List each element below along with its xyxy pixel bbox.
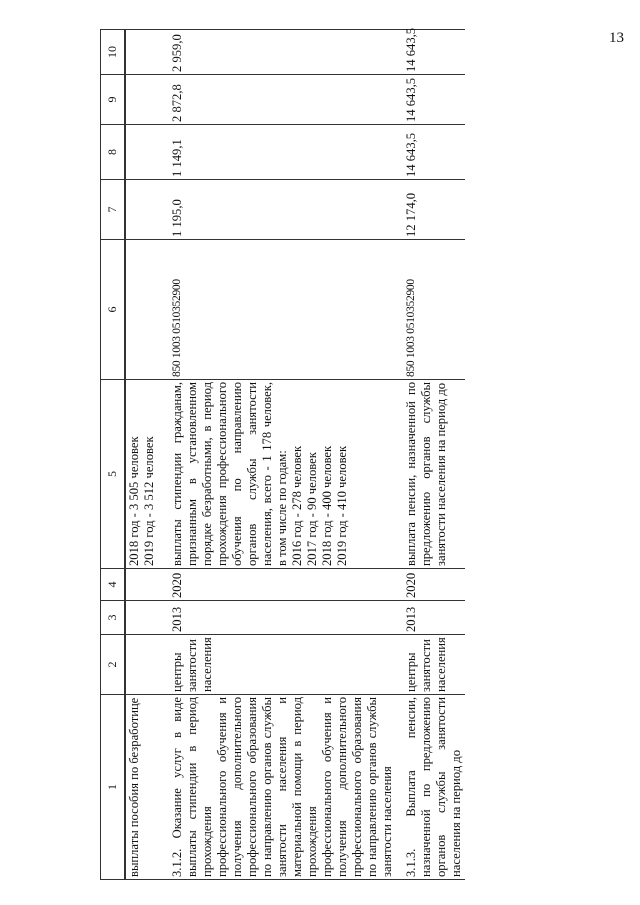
start-year-cell: 2013 — [396, 601, 465, 635]
table-row — [125, 30, 162, 880]
value-cell: 14 643,5 — [396, 30, 465, 75]
page-number: 13 — [609, 30, 624, 46]
header-cell: 2 — [101, 635, 126, 695]
end-year-cell — [125, 569, 162, 601]
header-cell: 5 — [101, 380, 126, 569]
measure-cell: выплаты пособия по безработице — [125, 695, 162, 880]
value-cell — [125, 75, 162, 125]
value-cell: 14 643,5 — [396, 75, 465, 125]
rotated-page — [100, 27, 640, 880]
header-row — [101, 30, 126, 880]
header-cell: 6 — [101, 240, 126, 380]
measure-cell: 3.1.2. Оказание услуг в виде выплаты стипендии в период прохождения профессионального обучения и получения дополнительного профессионального образования по направлению органов службы занятости населения и материальной помощи в период прохождения профессионального обучения и получения дополнительного профессионального образования по направлению органов службы занятости населения — [162, 695, 396, 880]
header-cell: 10 — [101, 30, 126, 75]
executor-cell — [125, 635, 162, 695]
end-year-cell: 2020 — [396, 569, 465, 601]
code-cell: 850 1003 0510352900 — [162, 240, 396, 380]
executor-cell: центры занятости населения — [396, 635, 465, 695]
result-years: 2016 год - 278 человек 2017 год - 90 человек 2018 год - 400 человек 2019 год - 410 человек — [290, 445, 349, 566]
value-cell: 12 174,0 — [396, 180, 465, 240]
measure-cell: 3.1.3. Выплата пенсии, назначенной по предложению органов службы занятости населения на период до — [396, 695, 465, 880]
header-cell: 4 — [101, 569, 126, 601]
table-row — [396, 30, 465, 880]
header-cell: 1 — [101, 695, 126, 880]
start-year-cell — [125, 601, 162, 635]
executor-cell: центры занятости населения — [162, 635, 396, 695]
value-cell: 1 149,1 — [162, 125, 396, 180]
result-text: выплаты стипендии гражданам, признанным в установленном порядке безработными, в период прохождения профессионального обучения по направлению органов службы занятости населения, всего - 1 178 человек, в том числе по годам: — [170, 382, 289, 566]
value-cell — [125, 30, 162, 75]
result-cell: 2018 год - 3 505 человек 2019 год - 3 512 человек — [125, 380, 162, 569]
value-cell — [125, 180, 162, 240]
code-cell: 850 1003 0510352900 — [396, 240, 465, 380]
header-cell: 8 — [101, 125, 126, 180]
program-table — [100, 29, 465, 880]
code-cell — [125, 240, 162, 380]
header-cell: 9 — [101, 75, 126, 125]
header-cell: 3 — [101, 601, 126, 635]
table-row — [162, 30, 396, 880]
result-cell — [162, 380, 396, 569]
value-cell — [125, 125, 162, 180]
value-cell: 2 959,0 — [162, 30, 396, 75]
header-cell: 7 — [101, 180, 126, 240]
value-cell: 2 872,8 — [162, 75, 396, 125]
result-cell: выплата пенсии, назначенной по предложению органов службы занятости населения на период до — [396, 380, 465, 569]
value-cell: 14 643,5 — [396, 125, 465, 180]
value-cell: 1 195,0 — [162, 180, 396, 240]
end-year-cell: 2020 — [162, 569, 396, 601]
start-year-cell: 2013 — [162, 601, 396, 635]
